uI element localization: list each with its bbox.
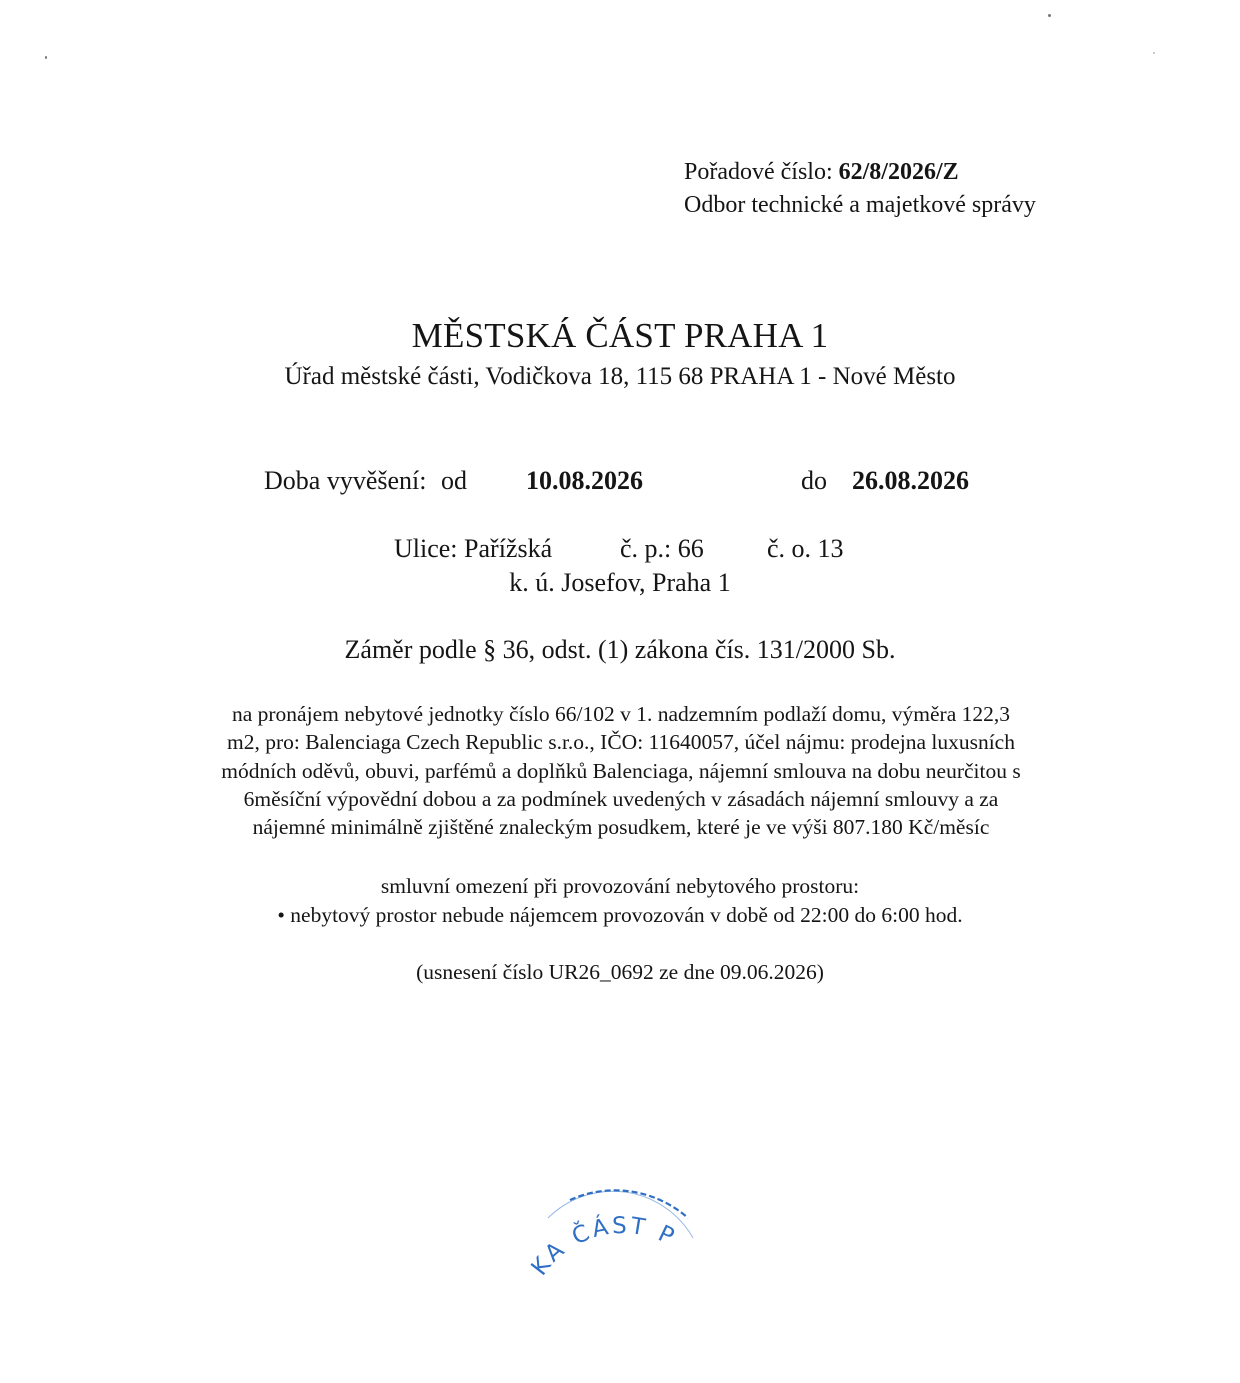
posting-to-label: do bbox=[801, 466, 827, 495]
cp-label: č. p.: bbox=[620, 534, 672, 563]
description-line: 6měsíční výpovědní dobou a za podmínek uvedených v zásadách nájemní smlouvy a za bbox=[243, 786, 999, 811]
scan-speck bbox=[1153, 52, 1155, 54]
scan-speck bbox=[45, 56, 47, 59]
scan-speck bbox=[1048, 14, 1051, 17]
co-line bbox=[767, 533, 844, 565]
posting-from-date: 10.08.2026 bbox=[526, 466, 643, 495]
office-address: Úřad městské části, Vodičkova 18, 115 68 PRAHA 1 - Nové Město bbox=[284, 363, 956, 390]
street-label: Ulice: bbox=[394, 534, 458, 563]
posting-from-label: od bbox=[440, 466, 467, 495]
co-value: 13 bbox=[817, 534, 844, 563]
lease-description bbox=[150, 700, 1092, 841]
restriction-item: • nebytový prostor nebude nájemcem provozován v době od 22:00 do 6:00 hod. bbox=[277, 903, 963, 927]
legal-intent: Záměr podle § 36, odst. (1) zákona čís. 131/2000 Sb. bbox=[344, 635, 896, 664]
cp-value: 66 bbox=[677, 534, 704, 563]
resolution-reference: (usnesení číslo UR26_0692 ze dne 09.06.2026) bbox=[416, 960, 824, 984]
reference-number-label: Pořadové číslo: bbox=[684, 159, 833, 185]
street-line bbox=[394, 533, 552, 565]
street-value: Pařížská bbox=[464, 534, 553, 563]
page-title: MĚSTSKÁ ČÁST PRAHA 1 bbox=[411, 316, 829, 355]
co-label: č. o. bbox=[767, 534, 812, 563]
official-stamp bbox=[488, 1178, 748, 1378]
svg-text:KA ČÁST P bbox=[527, 1212, 681, 1281]
posting-label: Doba vyvěšení: od bbox=[264, 466, 467, 495]
stamp-seal-icon bbox=[488, 1178, 748, 1378]
reference-number-line bbox=[684, 157, 959, 187]
restrictions-heading: smluvní omezení při provozování nebytového prostoru: bbox=[380, 874, 860, 898]
reference-number-value: 62/8/2026/Z bbox=[838, 159, 959, 185]
posting-to-date: 26.08.2026 bbox=[852, 466, 969, 495]
description-line: m2, pro: Balenciaga Czech Republic s.r.o., IČO: 11640057, účel nájmu: prodejna luxusních bbox=[227, 730, 1015, 755]
cadastral-area: k. ú. Josefov, Praha 1 bbox=[509, 568, 731, 597]
cp-line bbox=[620, 533, 704, 565]
description-line: na pronájem nebytové jednotky číslo 66/102 v 1. nadzemním podlaží domu, výměra 122,3 bbox=[231, 702, 1010, 726]
stamp-text: KA ČÁST P bbox=[526, 1212, 681, 1281]
description-line: nájemné minimálně zjištěné znaleckým posudkem, které je ve výši 807.180 Kč/měsíc bbox=[252, 815, 990, 840]
department-name: Odbor technické a majetkové správy bbox=[684, 192, 1036, 218]
description-line: módních oděvů, obuvi, parfémů a doplňků Balenciaga, nájemní smlouva na dobu neurčitou s bbox=[221, 758, 1021, 783]
